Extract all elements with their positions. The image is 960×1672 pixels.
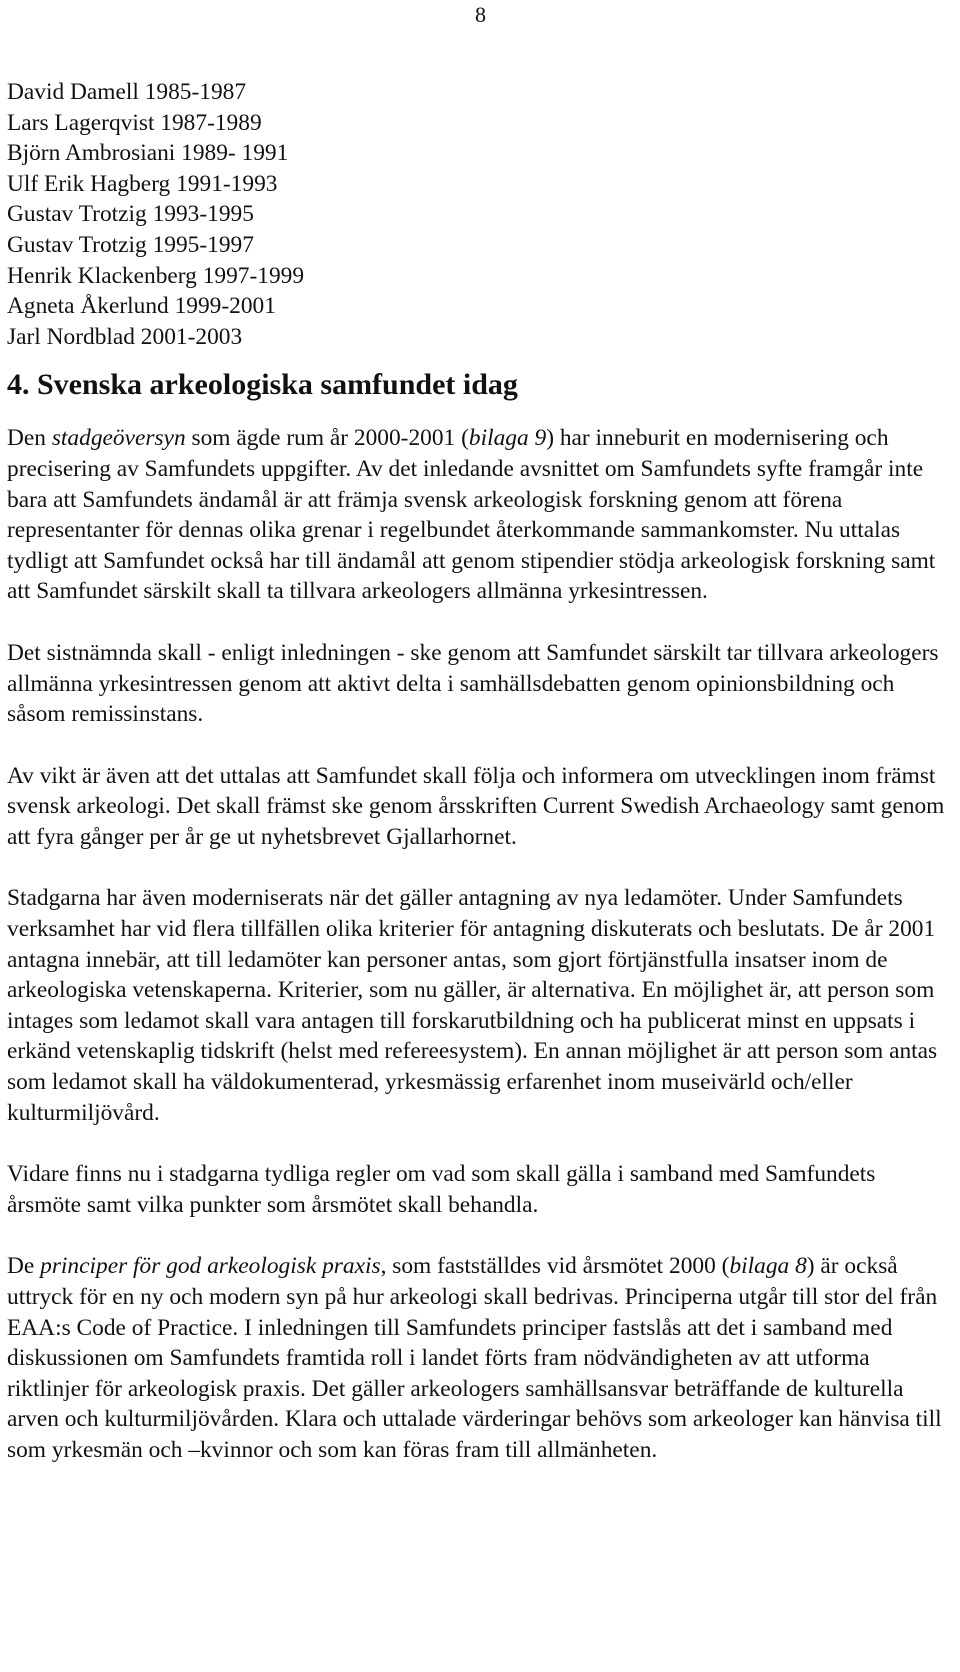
italic-term: stadgeöversyn [51,425,186,452]
italic-term: bilaga 9 [468,425,547,452]
list-item: Jarl Nordblad 2001-2003 [7,323,243,350]
text-run: Den [7,425,52,452]
paragraph-arsskrift: Av vikt är även att det uttalas att Samfundet skall följa och informera om utvecklingen inom främst svensk arkeologi. Det skall främst ske genom årsskriften Current Swedish Archaeology samt genom att fyra gånger per år ge ut nyhetsbrevet Gjallarhornet. [7,762,945,850]
text-run: som ägde rum år 2000-2001 ( [185,425,469,452]
list-item: Henrik Klackenberg 1997-1999 [7,262,305,289]
list-item: Gustav Trotzig 1995-1997 [7,231,254,258]
paragraph-stadgeoversyn [7,423,953,607]
text-run: , som fastställdes vid årsmötet 2000 ( [380,1253,730,1280]
italic-term: principer för god arkeologisk praxis [40,1253,381,1280]
paragraph-arsmote: Vidare finns nu i stadgarna tydliga regler om vad som skall gälla i samband med Samfundets årsmöte samt vilka punkter som årsmötet skall behandla. [7,1161,876,1218]
section-heading: 4. Svenska arkeologiska samfundet idag [7,368,518,402]
list-item: Lars Lagerqvist 1987-1989 [7,109,262,136]
list-item: Agneta Åkerlund 1999-2001 [7,293,276,320]
text-run: ) är också uttryck för en ny och modern syn på hur arkeologi skall bedrivas. Principerna utgår till stor del från EAA:s Code of Practice. I inledningen till Samfundets principer fastslås att det i samband med diskussionen om Samfundets framtida roll i landet förts fram nödvändigheten av att utforma riktlinjer för arkeologisk praxis. Det gäller arkeologers samhällsansvar beträffande de kulturella arven och kulturmiljövården. Klara och uttalade värderingar behövs som arkeologer kan hänvisa till som yrkesmän och –kvinnor och som kan föras fram till allmänheten. [7,1253,942,1463]
document-body [7,77,953,1466]
page-number: 8 [475,2,486,27]
list-item: David Damell 1985-1987 [7,79,247,105]
paragraph-opinionsbildning: Det sistnämnda skall - enligt inledningen - ske genom att Samfundet särskilt tar tillvara arkeologers allmänna yrkesintressen genom att aktivt delta i samhällsdebatten genom opinionsbildning och såsom remissinstans. [7,639,939,728]
chair-list [7,77,953,352]
paragraph-principer [7,1251,953,1465]
list-item: Ulf Erik Hagberg 1991-1993 [7,170,278,197]
list-item: Gustav Trotzig 1993-1995 [7,201,254,228]
text-run: ) har inneburit en modernisering och precisering av Samfundets uppgifter. Av det inledande avsnittet om Samfundets syfte framgår inte bara att Samfundets ändamål är att främja svensk arkeologisk forskning genom att förena representanter för dennas olika grenar i regelbundet återkommande sammankomster. Nu uttalas tydligt att Samfundet också har till ändamål att genom stipendier stödja arkeologisk forskning samt att Samfundet särskilt skall ta tillvara arkeologers allmänna yrkesintressen. [7,425,936,605]
paragraph-ledamoter: Stadgarna har även moderniserats när det gäller antagning av nya ledamöter. Under Samfundets verksamhet har vid flera tillfällen olika kriterier för antagning diskuterats och beslutats. De år 2001 antagna innebär, att till ledamöter kan personer antas, som gjort förtjänstfulla insatser inom de arkeologiska vetenskaperna. Kriterier, som nu gäller, är alternativa. En möjlighet är, att person som intages som ledamot skall vara antagen till forskarutbildning och ha publicerat minst en uppsats i erkänd vetenskaplig tidskrift (helst med refereesystem). En annan möjlighet är att person som antas som ledamot skall ha väldokumenterad, yrkesmässig erfarenhet inom museivärld och/eller kulturmiljövård. [7,885,938,1126]
italic-term: bilaga 8 [729,1253,807,1280]
text-run: De [7,1253,41,1280]
list-item: Björn Ambrosiani 1989- 1991 [7,140,289,167]
